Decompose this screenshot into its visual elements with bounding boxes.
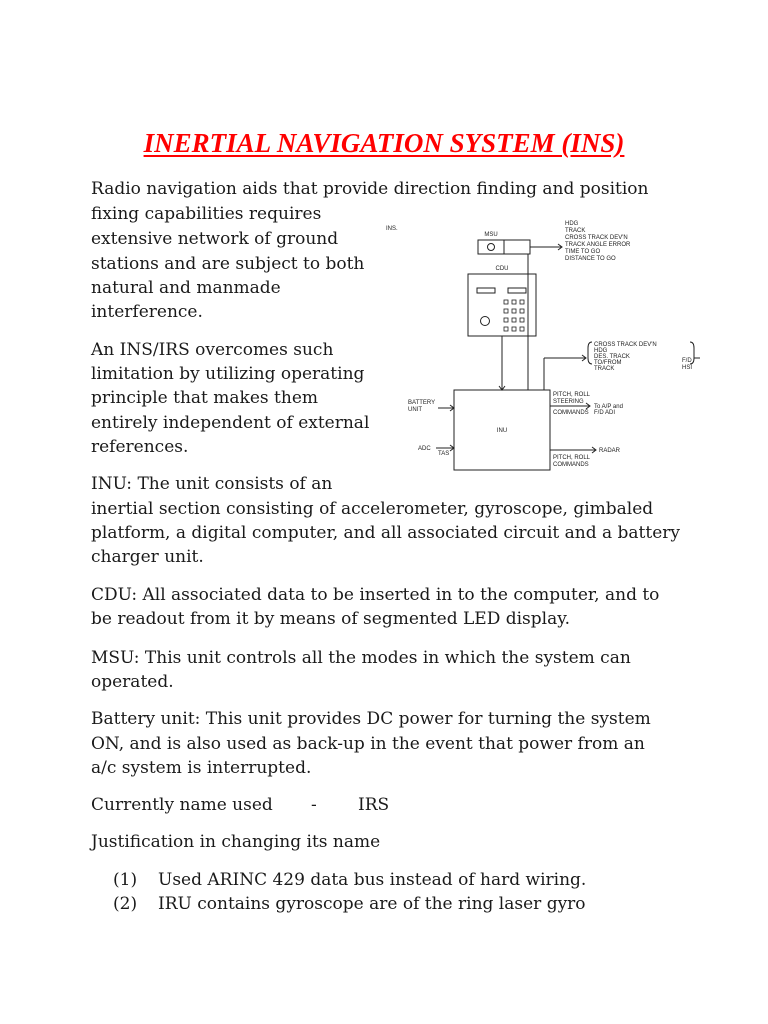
diagram-label: BATTERY bbox=[408, 400, 436, 406]
intro-line: natural and manmade bbox=[91, 278, 281, 298]
diagram-label: F/D bbox=[682, 358, 692, 364]
intro-line: fixing capabilities requires bbox=[91, 204, 322, 224]
diagram-label: HDG bbox=[594, 348, 608, 354]
inu-line: inertial section consisting of accelerometer, gyroscope, gimbaled bbox=[91, 499, 654, 519]
diagram-label: CROSS TRACK DEV'N bbox=[594, 342, 657, 348]
diagram-label: TRACK ANGLE ERROR bbox=[565, 242, 631, 248]
ins-line: principle that makes them bbox=[91, 388, 318, 408]
diagram-label: UNIT bbox=[408, 407, 422, 413]
ins-line: limitation by utilizing operating bbox=[91, 364, 365, 384]
cdu-line: CDU: All associated data to be inserted in to the computer, and to bbox=[91, 585, 660, 605]
diagram-label: TAS bbox=[438, 451, 450, 457]
msu-line: MSU: This unit controls all the modes in which the system can bbox=[91, 648, 631, 668]
ins-block-diagram bbox=[380, 214, 700, 484]
diagram-label: DISTANCE TO GO bbox=[565, 256, 616, 262]
intro-line: extensive network of ground bbox=[91, 229, 339, 249]
battery-line: ON, and is also used as back-up in the event that power from an bbox=[91, 734, 645, 754]
diagram-label: ADC bbox=[418, 446, 431, 452]
diagram-label: TRACK bbox=[594, 366, 615, 372]
diagram-label: COMMANDS bbox=[553, 410, 589, 416]
diagram-label: INS. bbox=[386, 226, 398, 232]
diagram-label: TRACK bbox=[565, 228, 586, 234]
inu-line: platform, a digital computer, and all associated circuit and a battery bbox=[91, 523, 680, 543]
diagram-label: DES. TRACK bbox=[594, 354, 630, 360]
intro-line: stations and are subject to both bbox=[91, 254, 365, 274]
ins-line: An INS/IRS overcomes such bbox=[91, 340, 334, 360]
diagram-label: To A/P and bbox=[594, 404, 623, 410]
inu-line: INU: The unit consists of an bbox=[91, 474, 333, 494]
battery-line: Battery unit: This unit provides DC power for turning the system bbox=[91, 709, 651, 729]
intro-line: Radio navigation aids that provide direction finding and position bbox=[91, 179, 649, 199]
diagram-label: MSU bbox=[484, 232, 498, 238]
diagram-label: PITCH, ROLL bbox=[553, 392, 591, 398]
diagram-label: STEERING bbox=[553, 399, 584, 405]
diagram-label: INU bbox=[496, 428, 508, 434]
intro-line: interference. bbox=[91, 302, 203, 322]
diagram-label: RADAR bbox=[599, 448, 621, 454]
diagram-label: PITCH, ROLL bbox=[553, 455, 591, 461]
diagram-label: CDU bbox=[495, 266, 509, 272]
list-number: (1) bbox=[113, 870, 138, 890]
list-item: IRU contains gyroscope are of the ring laser gyro bbox=[158, 894, 586, 914]
cdu-box bbox=[468, 274, 536, 336]
list-number: (2) bbox=[113, 894, 138, 914]
diagram-label: HDG bbox=[565, 221, 579, 227]
diagram-label: COMMANDS bbox=[553, 462, 589, 468]
inu-line: charger unit. bbox=[91, 547, 204, 567]
diagram-label: TO/FROM bbox=[594, 360, 622, 366]
page-title: INERTIAL NAVIGATION SYSTEM (INS) bbox=[143, 128, 625, 158]
ins-line: references. bbox=[91, 437, 189, 457]
diagram-label: CROSS TRACK DEV'N bbox=[565, 235, 628, 241]
ins-line: entirely independent of external bbox=[91, 413, 370, 433]
justification-heading: Justification in changing its name bbox=[91, 832, 381, 852]
cdu-line: be readout from it by means of segmented LED display. bbox=[91, 609, 570, 629]
battery-line: a/c system is interrupted. bbox=[91, 758, 312, 778]
diagram-label: HSI bbox=[682, 365, 693, 371]
diagram-label: TIME TO GO bbox=[565, 249, 601, 255]
diagram-label: F/D ADI bbox=[594, 410, 616, 416]
msu-line: operated. bbox=[91, 672, 174, 692]
current-name-label: Currently name used bbox=[91, 795, 273, 815]
list-item: Used ARINC 429 data bus instead of hard wiring. bbox=[158, 870, 587, 890]
current-name-dash: - bbox=[311, 795, 317, 815]
current-name-value: IRS bbox=[358, 795, 390, 815]
